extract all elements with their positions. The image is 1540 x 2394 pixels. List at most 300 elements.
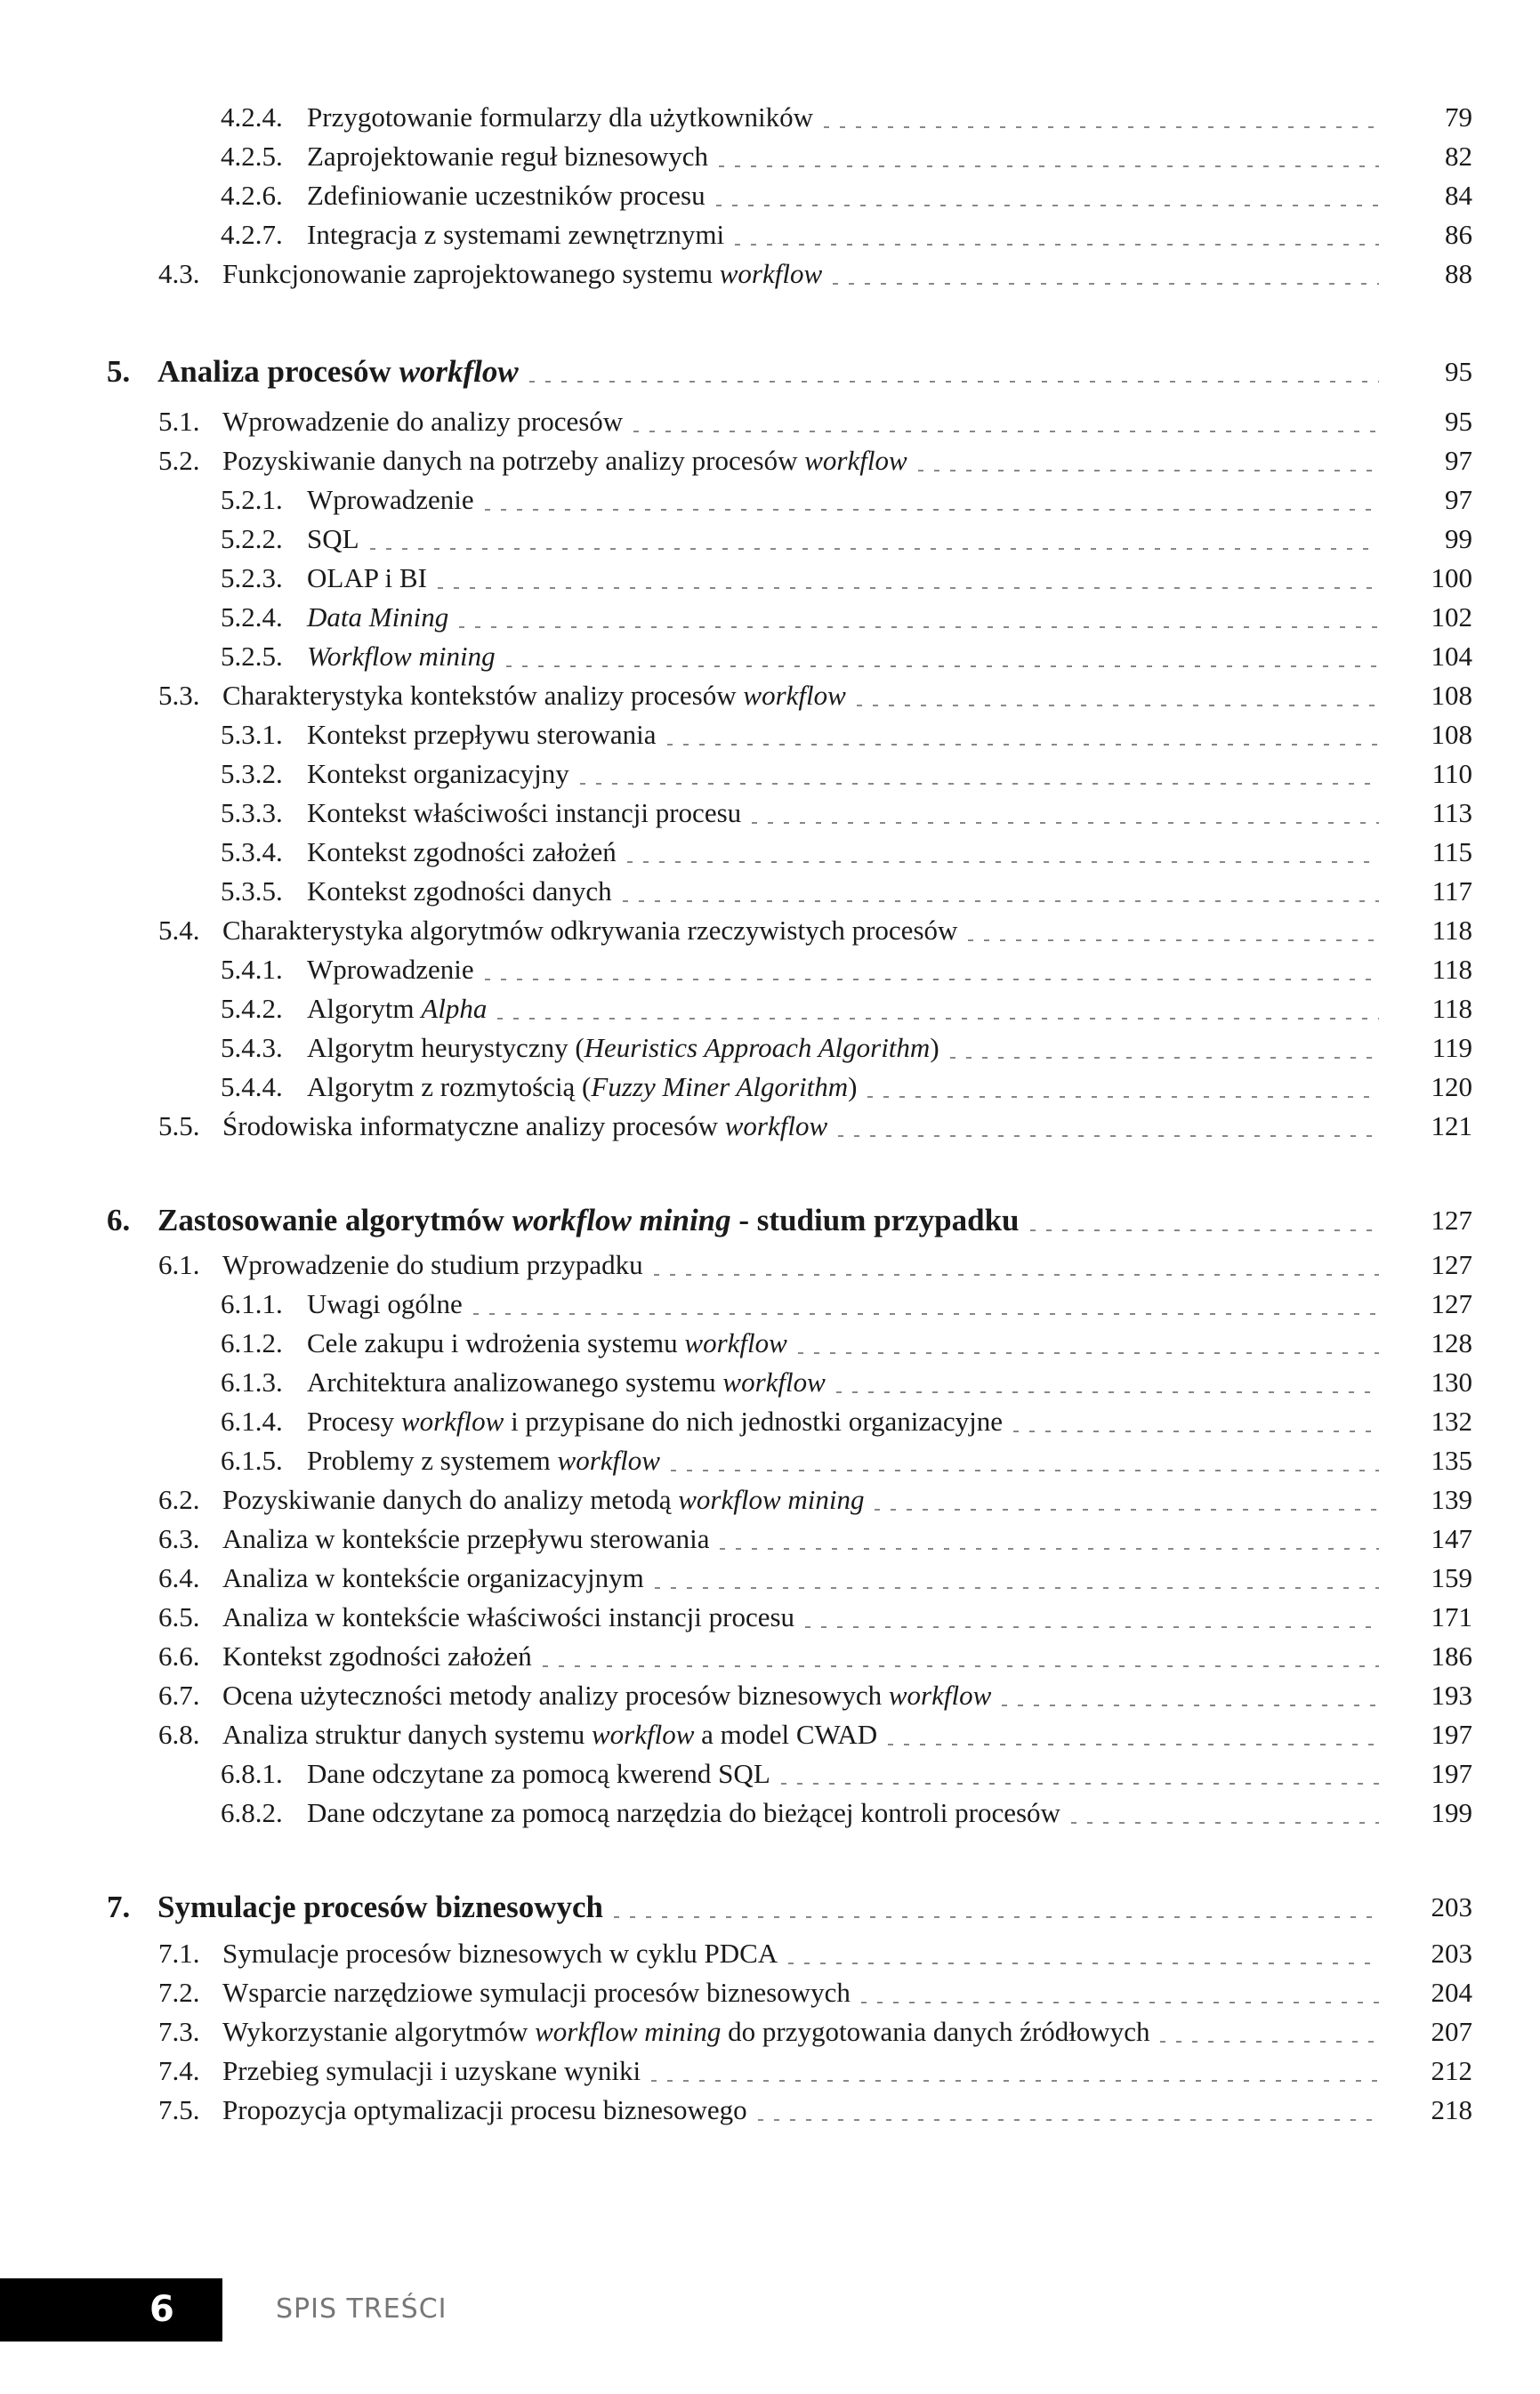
toc-entry-title xyxy=(307,1363,826,1402)
dot-leader xyxy=(667,715,1379,754)
toc-entry-number: 5.3.3. xyxy=(221,797,283,828)
toc-title-text: SQL xyxy=(307,523,359,554)
toc-entry xyxy=(0,1480,1540,1519)
toc-entry-title xyxy=(307,1285,463,1324)
toc-entry-number: 4.2.5. xyxy=(221,141,283,172)
dot-leader xyxy=(580,754,1379,794)
dot-leader xyxy=(1030,1201,1379,1240)
toc-title-italic: Alpha xyxy=(421,993,488,1024)
dot-leader xyxy=(1013,1402,1379,1441)
toc-entry-number: 5.2.1. xyxy=(221,484,283,515)
toc-title-text: Wsparcie narzędziowe symulacji procesów biznesowych xyxy=(222,1977,851,2008)
toc-entry-number: 7. xyxy=(107,1890,131,1924)
toc-entry-title xyxy=(222,1107,827,1146)
toc-entry-number: 6.1.2. xyxy=(221,1327,283,1358)
page-number: 6 xyxy=(149,2289,174,2330)
toc-entry-title xyxy=(222,1559,644,1598)
toc-entry-page: 203 xyxy=(1431,1938,1472,1969)
toc-entry-page: 197 xyxy=(1431,1719,1472,1750)
toc-entry xyxy=(0,754,1540,794)
toc-entry xyxy=(0,2051,1540,2091)
toc-entry-title xyxy=(222,2091,747,2130)
dot-leader xyxy=(651,2051,1379,2091)
toc-entry-title xyxy=(307,989,487,1028)
toc-entry-number: 6.8.1. xyxy=(221,1758,283,1789)
toc-title-italic: workflow xyxy=(719,258,823,289)
toc-entry-page: 135 xyxy=(1431,1445,1472,1476)
toc-title-text: Przygotowanie formularzy dla użytkowników xyxy=(307,101,814,133)
dot-leader xyxy=(623,872,1379,911)
toc-entry xyxy=(0,1363,1540,1402)
toc-entry-page: 127 xyxy=(1431,1288,1472,1319)
toc-title-text: Wprowadzenie xyxy=(307,484,474,515)
toc-entry-number: 6.1.4. xyxy=(221,1406,283,1437)
toc-entry-title xyxy=(307,794,741,833)
toc-entry-page: 117 xyxy=(1431,875,1472,907)
toc-entry xyxy=(0,1028,1540,1068)
toc-entry-title xyxy=(222,1715,877,1754)
toc-entry-title xyxy=(222,402,623,441)
toc-entry-number: 5.4.1. xyxy=(221,954,283,985)
toc-entry-page: 120 xyxy=(1431,1071,1472,1102)
toc-title-text: Analiza w kontekście przepływu sterowania xyxy=(222,1523,710,1554)
toc-title-text: Ocena użyteczności metody analizy procesów biznesowych xyxy=(222,1680,889,1711)
toc-entry-title xyxy=(222,2051,641,2091)
dot-leader xyxy=(735,215,1379,254)
dot-leader xyxy=(781,1754,1379,1793)
toc-entry-title xyxy=(307,872,612,911)
toc-entry-page: 102 xyxy=(1431,601,1472,633)
toc-entry-title xyxy=(222,1637,532,1676)
toc-entry-number: 5.4. xyxy=(158,915,200,946)
toc-entry-number: 7.2. xyxy=(158,1977,200,2008)
toc-title-text: Problemy z systemem xyxy=(307,1445,558,1476)
toc-entry-title xyxy=(307,1324,787,1363)
toc-entry-page: 97 xyxy=(1445,445,1472,476)
toc-entry-number: 5.3.2. xyxy=(221,758,283,789)
toc-entry-number: 6.1.1. xyxy=(221,1288,283,1319)
toc-entry xyxy=(0,1793,1540,1833)
toc-title-text: Przebieg symulacji i uzyskane wyniki xyxy=(222,2055,641,2086)
toc-title-italic: Data Mining xyxy=(307,601,449,633)
dot-leader xyxy=(485,950,1379,989)
toc-entry-number: 7.3. xyxy=(158,2016,200,2047)
toc-entry-number: 6.8.2. xyxy=(221,1797,283,1828)
toc-entry xyxy=(0,794,1540,833)
toc-entry xyxy=(0,715,1540,754)
toc-entry-number: 6.3. xyxy=(158,1523,200,1554)
dot-leader xyxy=(370,520,1379,559)
toc-entry-title xyxy=(222,1973,851,2012)
toc-entry xyxy=(0,1245,1540,1285)
dot-leader xyxy=(950,1028,1379,1068)
toc-entry xyxy=(0,598,1540,637)
toc-title-text: Algorytm xyxy=(307,993,422,1024)
toc-title-italic: workflow xyxy=(724,1110,828,1141)
dot-leader xyxy=(716,176,1379,215)
toc-entry xyxy=(0,1324,1540,1363)
toc-title-italic: workflow xyxy=(804,445,907,476)
toc-entry-page: 197 xyxy=(1431,1758,1472,1789)
toc-entry-title xyxy=(307,1068,857,1107)
toc-entry-number: 6.8. xyxy=(158,1719,200,1750)
dot-leader xyxy=(543,1637,1379,1676)
toc-entry-number: 5.2.4. xyxy=(221,601,283,633)
toc-title-text: Cele zakupu i wdrożenia systemu xyxy=(307,1327,685,1358)
toc-title-italic: Fuzzy Miner Algorithm xyxy=(591,1071,849,1102)
toc-title-text: ) xyxy=(930,1032,939,1063)
toc-entry xyxy=(0,1402,1540,1441)
toc-title-text: Analiza struktur danych systemu xyxy=(222,1719,592,1750)
dot-leader xyxy=(671,1441,1379,1480)
toc-title-text: Symulacje procesów biznesowych xyxy=(157,1890,603,1924)
toc-entry-page: 132 xyxy=(1431,1406,1472,1437)
toc-entry xyxy=(0,1519,1540,1559)
dot-leader xyxy=(655,1559,1379,1598)
toc-entry-page: 104 xyxy=(1431,641,1472,672)
toc-entry-page: 79 xyxy=(1445,101,1472,133)
toc-entry-number: 5.2.5. xyxy=(221,641,283,672)
toc-title-text: Wykorzystanie algorytmów xyxy=(222,2016,536,2047)
toc-entry xyxy=(0,559,1540,598)
toc-entry-page: 127 xyxy=(1431,1205,1472,1236)
toc-entry-title xyxy=(307,598,448,637)
toc-entry-number: 5.3.1. xyxy=(221,719,283,750)
toc-entry-title xyxy=(307,1402,1003,1441)
dot-leader xyxy=(875,1480,1379,1519)
toc-entry-page: 199 xyxy=(1431,1797,1472,1828)
toc-entry-page: 193 xyxy=(1431,1680,1472,1711)
toc-entry-page: 118 xyxy=(1431,915,1472,946)
page-number-box xyxy=(0,2278,222,2342)
toc-entry-page: 113 xyxy=(1431,797,1472,828)
toc-entry xyxy=(0,2012,1540,2051)
toc-entry-title xyxy=(222,1598,794,1637)
toc-entry xyxy=(0,2091,1540,2130)
toc-entry-title xyxy=(307,754,569,794)
toc-entry xyxy=(0,480,1540,520)
toc-entry xyxy=(0,254,1540,294)
toc-title-italic: workflow mining xyxy=(678,1484,865,1515)
toc-entry-title xyxy=(222,1934,778,1973)
toc-entry-page: 203 xyxy=(1431,1891,1472,1922)
toc-entry-title xyxy=(307,1754,770,1793)
dot-leader xyxy=(438,559,1379,598)
dot-leader xyxy=(627,833,1379,872)
toc-entry-number: 6.5. xyxy=(158,1601,200,1632)
toc-entry-page: 121 xyxy=(1431,1110,1472,1141)
toc-title-text: Charakterystyka algorytmów odkrywania rzeczywistych procesów xyxy=(222,915,958,946)
running-header-label: SPIS TREŚCI xyxy=(276,2293,447,2325)
toc-entry-title xyxy=(222,1480,864,1519)
toc-entry xyxy=(0,1107,1540,1146)
toc-title-text: Kontekst zgodności danych xyxy=(307,875,612,907)
dot-leader xyxy=(654,1245,1379,1285)
toc-title-text: ) xyxy=(848,1071,858,1102)
toc-entry-page: 127 xyxy=(1431,1249,1472,1280)
toc-title-text: Kontekst przepływu sterowania xyxy=(307,719,657,750)
toc-entry-page: 147 xyxy=(1431,1523,1472,1554)
toc-entry-number: 5.4.4. xyxy=(221,1071,283,1102)
dot-leader xyxy=(633,402,1379,441)
dot-leader xyxy=(529,352,1379,391)
toc-entry-title xyxy=(157,1201,1020,1240)
toc-entry-title xyxy=(307,98,813,137)
toc-title-text: Dane odczytane za pomocą kwerend SQL xyxy=(307,1758,770,1789)
toc-title-italic: workflow xyxy=(557,1445,660,1476)
toc-entry xyxy=(0,637,1540,676)
toc-title-text: Charakterystyka kontekstów analizy procesów xyxy=(222,680,744,711)
dot-leader xyxy=(1071,1793,1379,1833)
dot-leader xyxy=(1002,1676,1379,1715)
toc-entry-title xyxy=(307,950,474,989)
toc-title-text: Wprowadzenie do analizy procesów xyxy=(222,406,624,437)
toc-entry xyxy=(0,352,1540,391)
toc-title-italic: workflow xyxy=(399,354,519,389)
toc-entry-page: 171 xyxy=(1431,1601,1472,1632)
toc-entry xyxy=(0,137,1540,176)
toc-title-italic: workflow xyxy=(684,1327,787,1358)
toc-entry-number: 5.5. xyxy=(158,1110,200,1141)
dot-leader xyxy=(857,676,1379,715)
toc-title-italic: workflow xyxy=(743,680,846,711)
toc-entry-title xyxy=(307,480,474,520)
toc-entry-number: 5.4.2. xyxy=(221,993,283,1024)
dot-leader xyxy=(473,1285,1379,1324)
toc-entry-page: 108 xyxy=(1431,719,1472,750)
toc-title-text: i przypisane do nich jednostki organizacyjne xyxy=(504,1406,1004,1437)
toc-entry-title xyxy=(222,441,907,480)
dot-leader xyxy=(485,480,1379,520)
toc-entry-title xyxy=(157,352,519,391)
toc-title-text: Kontekst właściwości instancji procesu xyxy=(307,797,742,828)
toc-title-text: Środowiska informatyczne analizy procesów xyxy=(222,1110,725,1141)
toc-entry-title xyxy=(307,715,657,754)
toc-title-text: Symulacje procesów biznesowych w cyklu PDCA xyxy=(222,1938,778,1969)
toc-entry xyxy=(0,1754,1540,1793)
toc-entry-page: 128 xyxy=(1431,1327,1472,1358)
toc-entry-number: 5.1. xyxy=(158,406,200,437)
dot-leader xyxy=(758,2091,1379,2130)
dot-leader xyxy=(861,1973,1379,2012)
dot-leader xyxy=(719,137,1379,176)
toc-entry xyxy=(0,1559,1540,1598)
toc-entry-number: 7.4. xyxy=(158,2055,200,2086)
dot-leader xyxy=(798,1324,1379,1363)
toc-entry-number: 6. xyxy=(107,1203,131,1237)
toc-entry-page: 84 xyxy=(1445,180,1472,211)
toc-entry-title xyxy=(222,1519,709,1559)
toc-entry-page: 99 xyxy=(1445,523,1472,554)
toc-entry-number: 4.2.4. xyxy=(221,101,283,133)
toc-title-text: Pozyskiwanie danych na potrzeby analizy procesów xyxy=(222,445,805,476)
dot-leader xyxy=(614,1888,1379,1927)
toc-entry xyxy=(0,950,1540,989)
toc-entry-page: 139 xyxy=(1431,1484,1472,1515)
toc-title-italic: workflow xyxy=(888,1680,992,1711)
toc-entry-page: 97 xyxy=(1445,484,1472,515)
toc-entry-title xyxy=(222,254,822,294)
toc-entry-number: 6.7. xyxy=(158,1680,200,1711)
toc-entry-page: 110 xyxy=(1431,758,1472,789)
toc-entry-number: 5.2.2. xyxy=(221,523,283,554)
toc-entry-title xyxy=(307,1028,939,1068)
toc-title-text: do przygotowania danych źródłowych xyxy=(721,2016,1150,2047)
toc-entry xyxy=(0,176,1540,215)
dot-leader xyxy=(752,794,1379,833)
toc-title-italic: workflow mining xyxy=(535,2016,722,2047)
toc-entry xyxy=(0,833,1540,872)
toc-title-text: Architektura analizowanego systemu xyxy=(307,1366,723,1398)
toc-entry-number: 6.1.5. xyxy=(221,1445,283,1476)
toc-title-text: Uwagi ogólne xyxy=(307,1288,463,1319)
toc-title-text: Kontekst zgodności założeń xyxy=(307,836,617,867)
toc-entry-page: 130 xyxy=(1431,1366,1472,1398)
dot-leader xyxy=(838,1107,1379,1146)
toc-title-italic: workflow xyxy=(722,1366,826,1398)
dot-leader xyxy=(805,1598,1379,1637)
toc-entry xyxy=(0,1888,1540,1927)
toc-entry xyxy=(0,1934,1540,1973)
toc-title-italic: workflow xyxy=(591,1719,695,1750)
dot-leader xyxy=(720,1519,1379,1559)
dot-leader xyxy=(788,1934,1379,1973)
toc-title-text: Pozyskiwanie danych do analizy metodą xyxy=(222,1484,679,1515)
toc-entry xyxy=(0,1715,1540,1754)
toc-title-text: Dane odczytane za pomocą narzędzia do bieżącej kontroli procesów xyxy=(307,1797,1060,1828)
toc-entry-page: 118 xyxy=(1431,954,1472,985)
toc-entry-number: 5.4.3. xyxy=(221,1032,283,1063)
toc-title-text: Algorytm z rozmytością ( xyxy=(307,1071,592,1102)
toc-entry-number: 5.3. xyxy=(158,680,200,711)
toc-title-text: - studium przypadku xyxy=(730,1203,1020,1237)
dot-leader xyxy=(506,637,1379,676)
toc-entry-title xyxy=(222,1676,991,1715)
toc-title-text: Analiza procesów xyxy=(157,354,399,389)
toc-title-italic: workflow xyxy=(400,1406,504,1437)
toc-entry xyxy=(0,520,1540,559)
dot-leader xyxy=(968,911,1379,950)
toc-entry-page: 88 xyxy=(1445,258,1472,289)
toc-entry-title xyxy=(307,833,617,872)
toc-title-text: OLAP i BI xyxy=(307,562,427,593)
toc-entry-title xyxy=(307,137,708,176)
toc-entry-number: 4.3. xyxy=(158,258,200,289)
toc-title-text: Zaprojektowanie reguł biznesowych xyxy=(307,141,709,172)
toc-title-text: Propozycja optymalizacji procesu biznesowego xyxy=(222,2094,747,2125)
toc-entry xyxy=(0,1637,1540,1676)
toc-title-text: Procesy xyxy=(307,1406,401,1437)
toc-entry-page: 108 xyxy=(1431,680,1472,711)
toc-entry xyxy=(0,989,1540,1028)
toc-entry-page: 159 xyxy=(1431,1562,1472,1593)
toc-entry-page: 82 xyxy=(1445,141,1472,172)
toc-entry-title xyxy=(307,1793,1060,1833)
toc-entry-page: 212 xyxy=(1431,2055,1472,2086)
toc-entry-page: 118 xyxy=(1431,993,1472,1024)
toc-entry-page: 204 xyxy=(1431,1977,1472,2008)
toc-entry-title xyxy=(222,676,846,715)
toc-entry xyxy=(0,676,1540,715)
toc-entry-page: 218 xyxy=(1431,2094,1472,2125)
dot-leader xyxy=(867,1068,1379,1107)
toc-entry-number: 5.3.5. xyxy=(221,875,283,907)
toc-entry-number: 6.4. xyxy=(158,1562,200,1593)
toc-entry-page: 119 xyxy=(1431,1032,1472,1063)
toc-title-text: Wprowadzenie do studium przypadku xyxy=(222,1249,643,1280)
dot-leader xyxy=(836,1363,1379,1402)
toc-entry-number: 6.1.3. xyxy=(221,1366,283,1398)
toc-entry-title xyxy=(307,1441,660,1480)
toc-entry xyxy=(0,441,1540,480)
toc-entry xyxy=(0,98,1540,137)
toc-entry-page: 207 xyxy=(1431,2016,1472,2047)
toc-title-italic: workflow mining xyxy=(512,1203,731,1237)
toc-entry-number: 5.2.3. xyxy=(221,562,283,593)
toc-entry-number: 5.2. xyxy=(158,445,200,476)
toc-entry-number: 7.1. xyxy=(158,1938,200,1969)
toc-entry-title xyxy=(307,176,705,215)
toc-title-text: Funkcjonowanie zaprojektowanego systemu xyxy=(222,258,720,289)
toc-title-italic: Workflow mining xyxy=(307,641,496,672)
dot-leader xyxy=(888,1715,1379,1754)
toc-entry-number: 4.2.6. xyxy=(221,180,283,211)
toc-entry-title xyxy=(307,637,496,676)
toc-entry-page: 100 xyxy=(1431,562,1472,593)
toc-title-text: Zdefiniowanie uczestników procesu xyxy=(307,180,705,211)
toc-entry-page: 95 xyxy=(1445,356,1472,387)
toc-title-text: Kontekst organizacyjny xyxy=(307,758,569,789)
dot-leader xyxy=(459,598,1379,637)
dot-leader xyxy=(824,98,1379,137)
dot-leader xyxy=(918,441,1379,480)
toc-entry-title xyxy=(222,2012,1149,2051)
toc-entry xyxy=(0,1201,1540,1240)
toc-title-text: Algorytm heurystyczny ( xyxy=(307,1032,585,1063)
toc-entry-title xyxy=(307,520,359,559)
toc-entry xyxy=(0,1441,1540,1480)
toc-title-text: Analiza w kontekście organizacyjnym xyxy=(222,1562,644,1593)
toc-entry xyxy=(0,1598,1540,1637)
toc-title-text: a model CWAD xyxy=(694,1719,878,1750)
toc-entry-title xyxy=(222,1245,643,1285)
toc-entry xyxy=(0,1676,1540,1715)
toc-entry-page: 186 xyxy=(1431,1640,1472,1672)
dot-leader xyxy=(1160,2012,1379,2051)
toc-entry-number: 4.2.7. xyxy=(221,219,283,250)
dot-leader xyxy=(497,989,1379,1028)
toc-entry xyxy=(0,402,1540,441)
toc-entry-number: 5. xyxy=(107,354,131,389)
toc-entry-page: 115 xyxy=(1431,836,1472,867)
toc-title-text: Integracja z systemami zewnętrznymi xyxy=(307,219,725,250)
toc-entry xyxy=(0,1285,1540,1324)
toc-entry-number: 5.3.4. xyxy=(221,836,283,867)
toc-entry-page: 95 xyxy=(1445,406,1472,437)
toc-title-text: Zastosowanie algorytmów xyxy=(157,1203,512,1237)
toc-entry xyxy=(0,911,1540,950)
toc-title-text: Analiza w kontekście właściwości instancji procesu xyxy=(222,1601,795,1632)
toc-entry-number: 6.2. xyxy=(158,1484,200,1515)
toc-entry xyxy=(0,1973,1540,2012)
toc-entry-title xyxy=(222,911,957,950)
toc-title-text: Kontekst zgodności założeń xyxy=(222,1640,532,1672)
toc-entry-number: 7.5. xyxy=(158,2094,200,2125)
toc-entry xyxy=(0,872,1540,911)
toc-entry-title xyxy=(307,215,724,254)
toc-entry-title xyxy=(157,1888,603,1927)
toc-entry xyxy=(0,1068,1540,1107)
